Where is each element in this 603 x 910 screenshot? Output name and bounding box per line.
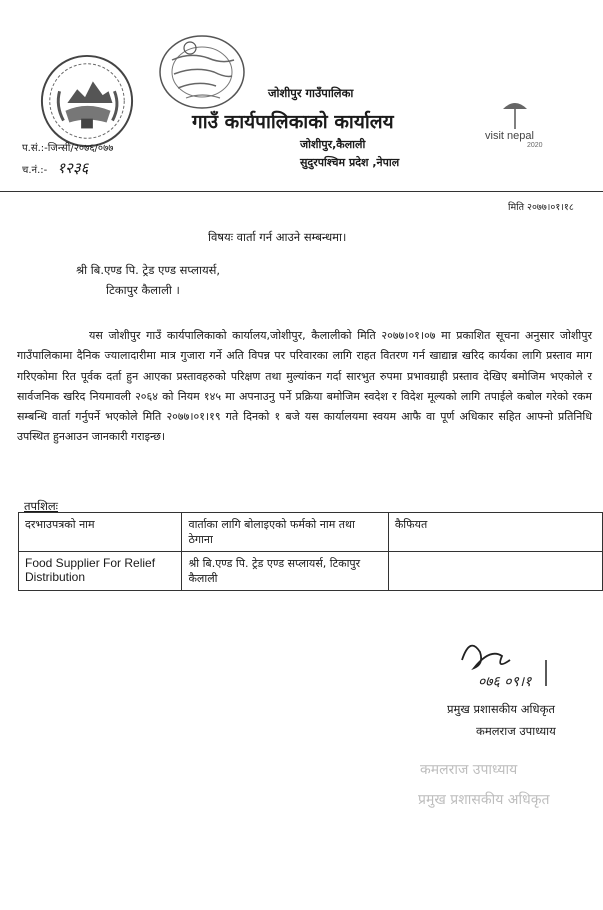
table-header-cell: वार्ताका लागि बोलाइएको फर्मको नाम तथा ठेगाना bbox=[182, 513, 388, 552]
details-table bbox=[18, 512, 603, 591]
nepal-emblem-icon bbox=[38, 52, 136, 150]
handwritten-signature bbox=[450, 630, 600, 692]
header-divider bbox=[0, 191, 603, 192]
visit-logo-year: 2020 bbox=[527, 142, 543, 149]
office-stamp-icon bbox=[150, 30, 250, 115]
table-cell: श्री बि.एण्ड पि. ट्रेड एण्ड सप्लायर्स, टिकापुर कैलाली bbox=[182, 552, 388, 591]
dispatch-number: १२३६ bbox=[57, 159, 89, 177]
table-header-cell: दरभाउपत्रको नाम bbox=[19, 513, 182, 552]
dispatch-number-line bbox=[22, 158, 88, 178]
dispatch-label: च.नं.:- bbox=[22, 165, 48, 176]
table-header-row bbox=[19, 513, 603, 552]
visit-logo-text: visit nepal bbox=[485, 130, 534, 142]
letter-subject: विषयः वार्ता गर्न आउने सम्बन्धमा। bbox=[208, 230, 347, 244]
signatory-name: कमलराज उपाध्याय bbox=[476, 724, 556, 738]
table-header-cell: कैफियत bbox=[388, 513, 602, 552]
visit-nepal-logo-icon bbox=[483, 95, 573, 150]
municipality-name: जोशीपुर गाउँपालिका bbox=[268, 86, 354, 100]
reference-number: प.सं.:-जिन्सी/२०७६/०७७ bbox=[22, 143, 114, 154]
table-cell bbox=[388, 552, 602, 591]
letter-body-text: यस जोशीपुर गाउँ कार्यपालिकाको कार्यालय,जोशीपुर, कैलालीको मिति २०७७।०१।०७ मा प्रकाशित सूचना अनुसार जोशीपुर गाउँपालिकामा दैनिक ज्यालादारीमा मात्र गुजारा गर्ने अति विपन्न पर परिवारका लागि राहत वितरण गर्न खाद्यान्न खरिद कार्यका लागि प्रस्ताव माग गरिएकोमा रित पूर्वक दर्ता हुन आएका प्रस्तावहरुको परिक्षण तथा मुल्यांकन गर्दा सारभुत रुपमा प्रभावग्राही प्रस्ताव देखिए बमोजिम भएकोले र सार्वजनिक खरिद नियमावली २०६४ को नियम १४५ मा अपनाउनु पर्ने प्रक्रिया बमोजिम स्वदेश र विदेश मूल्यको लागि तपाईले कबोल गरेको रकम सम्बन्धि वार्ता गर्नुपर्ने भएकोले मिति २०७७।०१।१९ गते दिनको १ बजे यस कार्यालयमा स्वयम आफै वा पूर्ण अधिकार सहित आफ्नो प्रतिनिधि उपस्थित हुनआउन जानकारी गराइन्छ। bbox=[17, 329, 592, 444]
name-stamp-line1: कमलराज उपाध्याय bbox=[420, 762, 518, 778]
details-heading: तपशिलः bbox=[24, 499, 59, 513]
office-address-line2: सुदुरपश्चिम प्रदेश ,नेपाल bbox=[300, 156, 400, 169]
signature-date: ०७६ ०९।१ bbox=[478, 674, 532, 690]
signatory-designation: प्रमुख प्रशासकीय अधिकृत bbox=[447, 702, 555, 716]
recipient-line1: श्री बि.एण्ड पि. ट्रेड एण्ड सप्लायर्स, bbox=[76, 263, 221, 277]
recipient-line2: टिकापुर कैलाली । bbox=[106, 283, 180, 297]
name-stamp-line2: प्रमुख प्रशासकीय अधिकृत bbox=[418, 792, 550, 808]
table-cell: Food Supplier For Relief Distribution bbox=[19, 552, 182, 591]
office-title: गाउँ कार्यपालिकाको कार्यालय bbox=[192, 111, 394, 133]
table-row bbox=[19, 552, 603, 591]
letter-date: मिति २०७७।०१।१८ bbox=[508, 202, 574, 213]
letter-body bbox=[17, 326, 592, 448]
office-address-line1: जोशीपुर,कैलाली bbox=[300, 138, 366, 151]
